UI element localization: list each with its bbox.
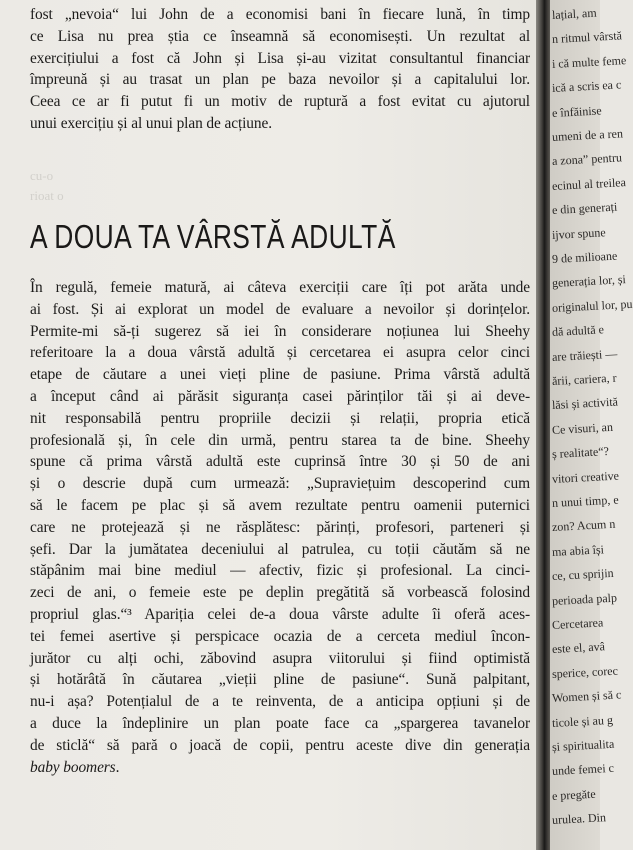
- adjacent-page-fragment: e din generați: [551, 199, 618, 218]
- adjacent-page-fragment: i că multe feme: [551, 52, 627, 71]
- text-line: Permite-mi să-ți sugerez să iei în considerare noțiunea lui Sheehy: [30, 322, 530, 340]
- adjacent-page-fragment: ecinul al treilea: [551, 174, 627, 193]
- text-line-last: [30, 757, 530, 779]
- adjacent-page-fragment: perioada palp: [551, 590, 618, 608]
- adjacent-page-fragment: lațial, am: [551, 5, 597, 22]
- adjacent-page-fragment: unde femei c: [551, 761, 615, 779]
- text-line: Ceea ce ar fi putut fi un motiv de ruptură a fost evitat cu ajutorul: [30, 93, 530, 111]
- adjacent-page-fragment: generația lor, și: [551, 272, 627, 291]
- text-line: ce Lisa nu prea știa ce înseamnă să economisești. Un rezultat al: [30, 27, 530, 45]
- adjacent-page-fragment: ce, cu sprijin: [551, 565, 614, 584]
- adjacent-page-fragment: Women și să c: [551, 687, 622, 706]
- text-line: zeci de ani, o femeie este pe deplin pregătită să vorbească folosind: [30, 584, 530, 602]
- text-line: șefi. Dar la jumătatea deceniului al patrulea, cu toții căutăm să ne: [30, 540, 530, 558]
- adjacent-page-fragment: ică a scris ea c: [551, 77, 622, 96]
- adjacent-page-fragment: originalul lor, pu: [551, 296, 633, 315]
- adjacent-page-fragment: a zonaˮ pentru: [551, 150, 623, 169]
- text-line: nit responsabilă pentru propriile decizii și relații, propria etică: [30, 409, 530, 427]
- body-paragraph: [30, 277, 530, 778]
- text-line: împreună și au trasat un plan pe baza nevoilor și a capitalului lor.: [30, 71, 530, 89]
- text-line: propriul glas.“³ Apariția celei de-a doua vârste adulte îi oferă aces-: [30, 605, 530, 623]
- adjacent-page-fragment: n ritmul vârstă: [551, 28, 623, 47]
- adjacent-page-fragment: urulea. Din: [551, 810, 607, 828]
- section-heading: A DOUA TA VÂRSTĂ ADULTĂ: [30, 218, 396, 255]
- adjacent-page-fragment: ma abia își: [551, 542, 605, 559]
- adjacent-page-fragment: e pregăte: [551, 786, 596, 803]
- text-line: tei femei asertive și perspicace ocazia de a cerceta mediul încon-: [30, 627, 530, 645]
- bleed-through-text: cu-o: [30, 168, 54, 183]
- book-spine-gutter: [536, 0, 550, 850]
- adjacent-page-fragment: ării, cariera, r: [551, 370, 617, 388]
- text-line: și o descrie după cum urmează: „Supraviețuim descoperind cum: [30, 475, 530, 493]
- top-paragraph: [30, 4, 530, 135]
- adjacent-page-fragment: are trăiești —: [551, 346, 618, 364]
- text-line: să le facem pe plac și să avem rezultate pentru oamenii puternici: [30, 496, 530, 514]
- adjacent-page-fragment: Cercetarea: [551, 615, 604, 632]
- text-line: nu-i așa? Potențialul de a te reinventa, de a anticipa opțiuni și de: [30, 693, 530, 711]
- text-line: a început când ai părăsit siguranța casei părinților tăi și ai deve-: [30, 387, 530, 405]
- text-line: ai fost. Și ai explorat un model de evaluare a nevoilor și dorințelor.: [30, 300, 530, 318]
- adjacent-page-fragment: și spiritualita: [551, 736, 615, 754]
- adjacent-page-edge: [550, 0, 633, 850]
- adjacent-page-fragment: n unui timp, e: [551, 492, 619, 510]
- text-line: În regulă, femeie matură, ai câteva exerciții care îți pot arăta unde: [30, 279, 530, 296]
- text-line: spune că prima vârstă adultă este cuprinsă între 30 și 50 de ani: [30, 453, 530, 471]
- adjacent-page-fragment: este el, avâ: [551, 639, 606, 657]
- bleed-through-text: rioat o: [30, 188, 64, 203]
- adjacent-page-fragment: umeni de a ren: [551, 126, 624, 144]
- text-line: de sticlă“ să pară o joacă de copii, pentru aceste dive din generația: [30, 736, 530, 754]
- adjacent-page-fragment: ijvor spune: [551, 224, 606, 242]
- text-line: etape de căutare a unei vieți pline de pasiune. Prima vârstă adultă: [30, 366, 530, 384]
- adjacent-page-fragment: lăsi și activită: [551, 394, 619, 413]
- adjacent-page-fragment: e înfăinise: [551, 103, 602, 120]
- adjacent-page-fragment: dă adultă e: [551, 322, 605, 340]
- text-line: a duce la îndeplinire un plan poate face ca „spargerea tavanelor: [30, 714, 530, 732]
- adjacent-page-fragment: vitori creative: [551, 468, 620, 486]
- adjacent-page-fragment: zon? Acum n: [551, 517, 616, 535]
- text-line: care ne protejează și ne răsplătesc: părinți, profesori, parteneri și: [30, 518, 530, 536]
- adjacent-page-fragment: ticole și au g: [551, 712, 614, 730]
- text-line: stăpânim mai bine mediul — afectiv, fizic și profesional. La cinci-: [30, 562, 530, 580]
- adjacent-page-fragment: 9 de milioane: [551, 248, 618, 266]
- text-line: și hotărâtă în căutarea „vieții pline de pasiune“. Sună palpitant,: [30, 671, 530, 689]
- final-period: .: [115, 758, 120, 776]
- text-line: referitoare la a doua vârstă adultă și cercetarea ei asupra celor cinci: [30, 344, 530, 362]
- adjacent-page-fragment: ș realitate“?: [551, 444, 610, 462]
- text-line: fost „nevoia“ lui John de a economisi bani în fiecare lună, în timp: [30, 6, 530, 23]
- text-line: unui exercițiu și al unui plan de acțiune.: [30, 114, 272, 132]
- text-line: jurător cu alți ochi, zăbovind asupra viitorului și fiind optimistă: [30, 649, 530, 667]
- text-line: exercițiului a fost că John și Lisa și-au vizitat consultantul financiar: [30, 49, 530, 67]
- adjacent-page-fragment: Ce visuri, an: [551, 419, 614, 437]
- adjacent-page-fragment: sperice, corec: [551, 663, 619, 681]
- text-line: profesională și, în cele din urmă, pentru starea ta de bine. Sheehy: [30, 431, 530, 449]
- italic-term: baby boomers: [30, 758, 116, 776]
